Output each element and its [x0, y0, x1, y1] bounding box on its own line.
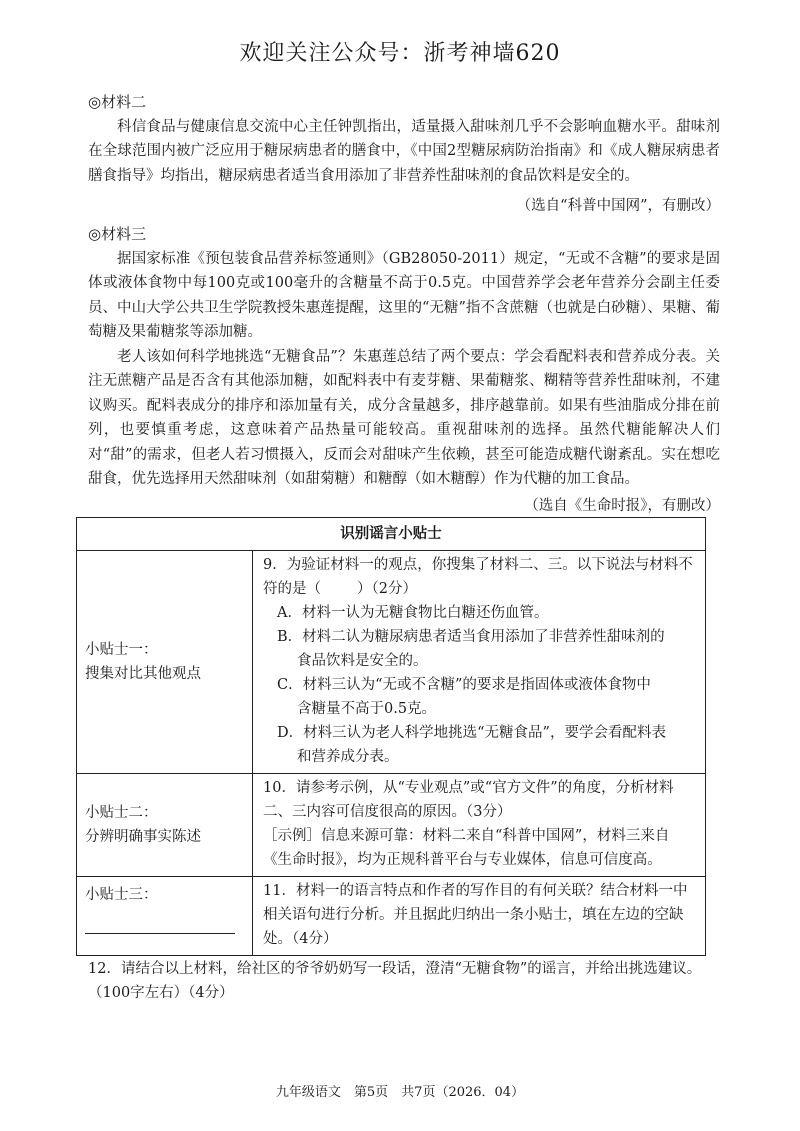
tip-1-title: 小贴士一：	[85, 642, 158, 658]
tip-2-text: 分辨明确事实陈述	[85, 829, 201, 845]
material-3-section	[88, 222, 720, 518]
rumor-tips-table	[76, 517, 706, 956]
material-2-label: ◎材料二	[88, 93, 147, 111]
tip-3-cell	[77, 877, 253, 956]
tip-3-title: 小贴士三：	[85, 887, 158, 903]
material-3-label: ◎材料三	[88, 225, 147, 243]
question-9-cell	[253, 551, 706, 774]
page-header-title: 欢迎关注公众号：浙考神墙620	[239, 41, 561, 66]
tip-3-blank-line[interactable]	[85, 915, 235, 934]
question-10-text: 10．请参考示例，从“专业观点”或“官方文件”的角度，分析材料二、三内容可信度很高的原因。（3分）	[263, 780, 674, 820]
material-3-paragraph-2: 老人该如何科学地挑选“无糖食品”？朱惠莲总结了两个要点：学会看配料表和营养成分表。关注无蔗糖产品是否含有其他添加糖，如配料表中有麦芽糖、果葡糖浆、糊精等营养性甜味剂，不建议购买。配料表成分的排序和添加量有关，成分含量越多，排序越靠前。如果有些油脂成分排在前列，也要慎重考虑，这意味着产品热量可能较高。重视甜味剂的选择。虽然代糖能解决人们对“甜”的需求，但老人若习惯摄入，反而会对甜味产生依赖，甚至可能造成糖代谢紊乱。实在想吃甜食，优先选择用天然甜味剂（如甜菊糖）和糖醇（如木糖醇）作为代糖的加工食品。	[88, 348, 720, 487]
option-b-cont: 食品饮料是安全的。	[297, 653, 428, 669]
tip-1-text: 搜集对比其他观点	[85, 666, 201, 682]
material-2-section	[88, 90, 720, 219]
material-3-source: （选自《生命时报》，有删改）	[524, 497, 720, 514]
page-footer: 九年级语文 第5页 共7页（2026．04）	[275, 1085, 525, 1100]
material-2-source: （选自“科普中国网”，有删改）	[516, 198, 720, 214]
question-11-text: 11．材料一的语言特点和作者的写作目的有何关联？结合材料一中相关语句进行分析。并且据此归纳出一条小贴士，填在左边的空缺处。（4分）	[263, 883, 688, 947]
question-10-cell	[253, 774, 706, 877]
tip-2-cell	[77, 774, 253, 877]
option-b: B．材料二认为糖尿病患者适当食用添加了非营养性甜味剂的	[277, 629, 665, 645]
question-11-cell	[253, 877, 706, 956]
option-d: D．材料三认为老人科学地挑选“无糖食品”，要学会看配料表	[277, 725, 666, 741]
tip-2-title: 小贴士二：	[85, 805, 158, 821]
tips-table-title: 识别谣言小贴士	[77, 518, 706, 551]
question-12: 12．请结合以上材料，给社区的爷爷奶奶写一段话，澄清“无糖食物”的谣言，并给出挑选建议。（100字左右）（4分）	[88, 961, 702, 1001]
option-c-cont: 含糖量不高于0.5克。	[297, 701, 437, 717]
material-3-paragraph-1: 据国家标准《预包装食品营养标签通则》（GB28050-2011）规定，“无或不含糖”的要求是固体或液体食物中每100克或100毫升的含糖量不高于0.5克。中国营养学会老年营养分会副主任委员、中山大学公共卫生学院教授朱惠莲提醒，这里的“无糖”指不含蔗糖（也就是白砂糖）、果糖、葡萄糖及果葡糖浆等添加糖。	[88, 250, 720, 340]
question-10-example: ［示例］信息来源可靠：材料二来自“科普中国网”，材料三来自《生命时报》，均为正规科普平台与专业媒体，信息可信度高。	[263, 828, 670, 868]
option-d-cont: 和营养成分表。	[297, 749, 399, 765]
material-2-paragraph: 科信食品与健康信息交流中心主任钟凯指出，适量摄入甜味剂几乎不会影响血糖水平。甜味剂在全球范围内被广泛应用于糖尿病患者的膳食中，《中国2型糖尿病防治指南》和《成人糖尿病患者膳食指导》均指出，糖尿病患者适当食用添加了非营养性甜味剂的食品饮料是安全的。	[88, 118, 720, 184]
question-9-text: 9．为验证材料一的观点，你搜集了材料二、三。以下说法与材料不符的是（ ）（2分）	[263, 557, 693, 597]
option-a: A．材料一认为无糖食物比白糖还伤血管。	[277, 605, 549, 621]
option-c: C．材料三认为“无或不含糖”的要求是指固体或液体食物中	[277, 677, 651, 693]
tip-1-cell	[77, 551, 253, 774]
